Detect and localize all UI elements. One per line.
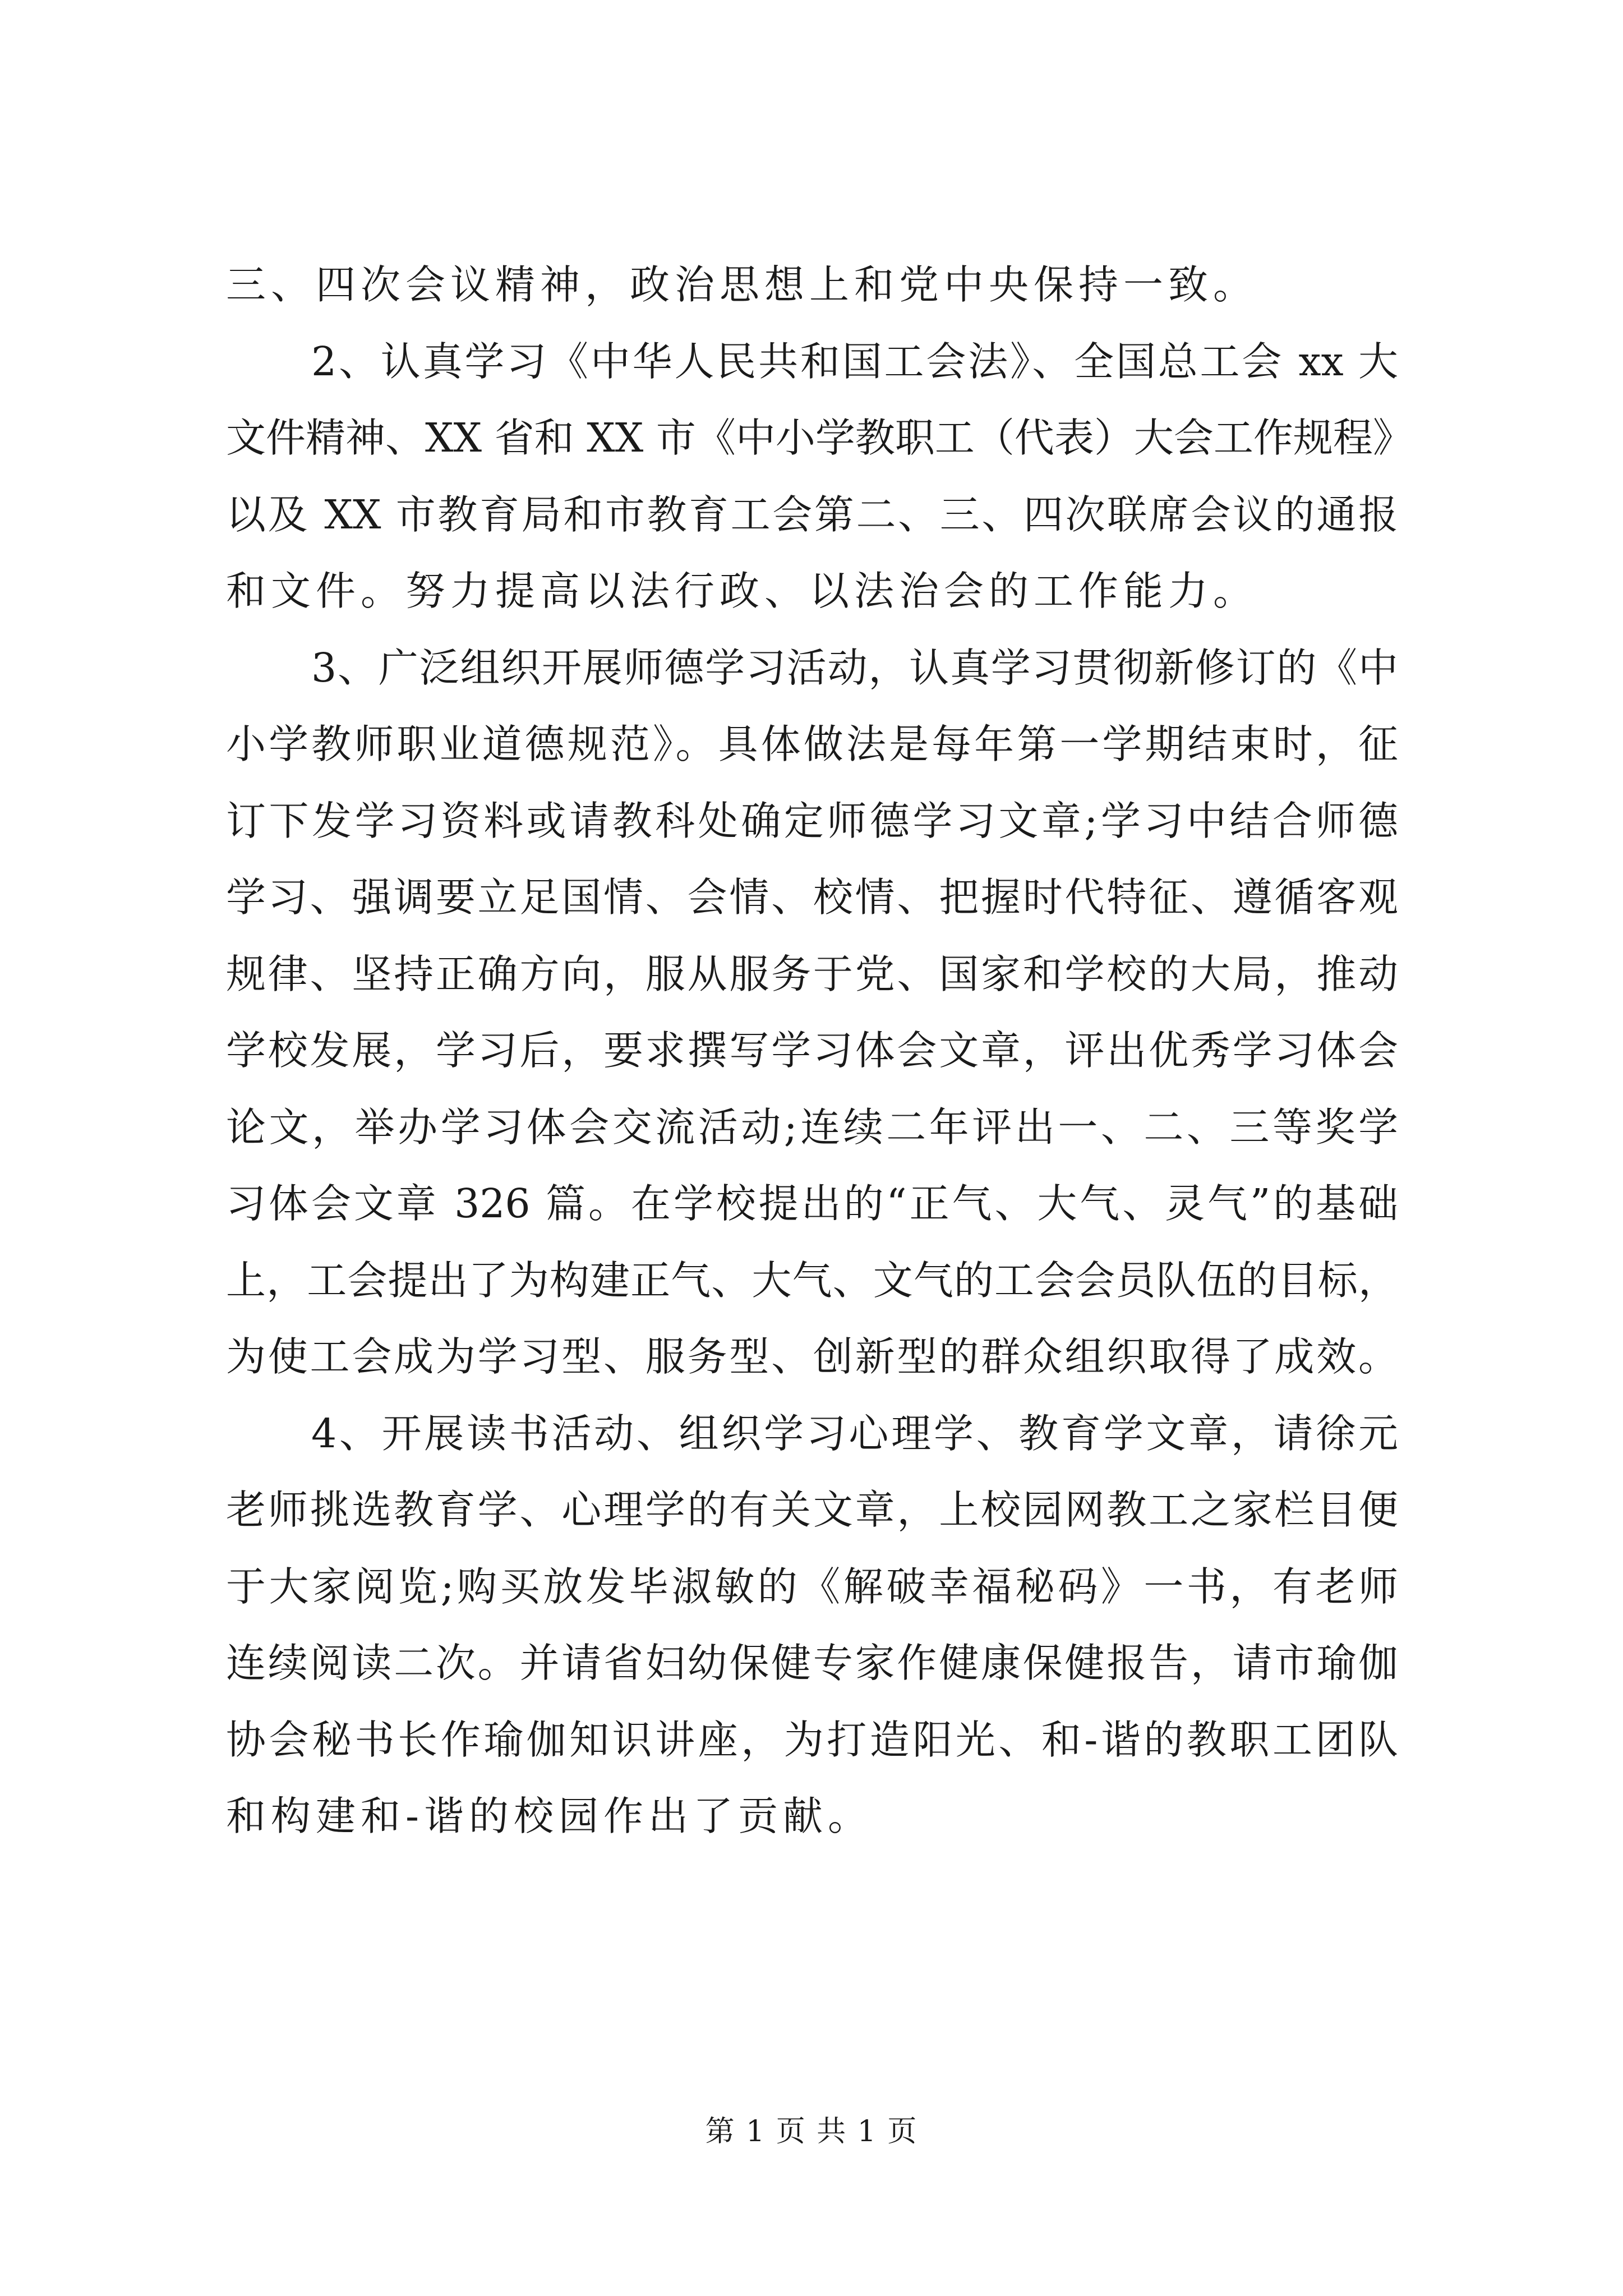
text-line: 为使工会成为学习型、服务型、创新型的群众组织取得了成效。 (226, 1333, 1398, 1380)
text-line: 学校发展，学习后，要求撰写学习体会文章，评出优秀学习体会 (226, 1027, 1398, 1074)
text-line: 上，工会提出了为构建正气、大气、文气的工会会员队伍的目标， (226, 1257, 1398, 1304)
text-line: 文件精神、XX 省和 XX 市《中小学教职工（代表）大会工作规程》 (226, 415, 1413, 461)
text-line: 学习、强调要立足国情、会情、校情、把握时代特征、遵循客观 (226, 874, 1398, 921)
document-body (226, 247, 1413, 1855)
text-line: 以及 XX 市教育局和市教育工会第二、三、四次联席会议的通报 (226, 491, 1398, 538)
text-line: 4、开展读书活动、组织学习心理学、教育学文章，请徐元 (311, 1410, 1398, 1457)
page-footer: 第 1 页 共 1 页 (705, 2115, 918, 2148)
text-line: 订下发学习资料或请教科处确定师德学习文章;学习中结合师德 (226, 797, 1398, 844)
text-line: 规律、坚持正确方向，服从服务于党、国家和学校的大局，推动 (226, 950, 1398, 997)
text-line: 协会秘书长作瑜伽知识讲座，为打造阳光、和-谐的教职工团队 (226, 1716, 1398, 1763)
text-line: 三、四次会议精神，政治思想上和党中央保持一致。 (226, 261, 1258, 308)
text-line: 2、认真学习《中华人民共和国工会法》、全国总工会 xx 大 (311, 338, 1398, 385)
text-line: 和构建和-谐的校园作出了贡献。 (226, 1793, 873, 1839)
text-line: 3、广泛组织开展师德学习活动，认真学习贯彻新修订的《中 (311, 644, 1398, 691)
text-line: 小学教师职业道德规范》。具体做法是每年第一学期结束时，征 (226, 721, 1398, 767)
text-line: 习体会文章 326 篇。在学校提出的“正气、大气、灵气”的基础 (226, 1180, 1398, 1227)
text-line: 老师挑选教育学、心理学的有关文章，上校园网教工之家栏目便 (226, 1487, 1398, 1533)
text-line: 论文，举办学习体会交流活动;连续二年评出一、二、三等奖学 (226, 1103, 1398, 1151)
text-line: 和文件。努力提高以法行政、以法治会的工作能力。 (226, 568, 1258, 614)
text-line: 连续阅读二次。并请省妇幼保健专家作健康保健报告，请市瑜伽 (226, 1640, 1398, 1686)
text-line: 于大家阅览;购买放发毕淑敏的《解破幸福秘码》一书，有老师 (226, 1563, 1398, 1610)
